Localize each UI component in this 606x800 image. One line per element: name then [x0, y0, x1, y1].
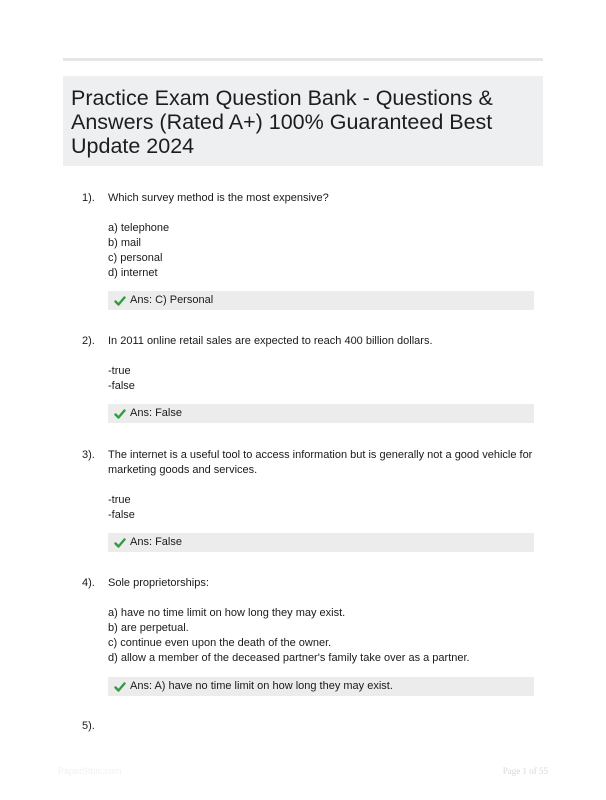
answer-text: Ans: A) have no time limit on how long they may exist. [130, 680, 393, 692]
question-2-options [108, 364, 606, 394]
answer-box-1 [108, 291, 534, 310]
option: c) continue even upon the death of the owner. [108, 637, 332, 649]
question-number: 1). [82, 192, 95, 204]
question-number: 3). [82, 449, 95, 461]
option: c) personal [108, 252, 163, 264]
check-icon [114, 537, 126, 549]
footer-watermark: PaperStbic.com [58, 766, 122, 776]
answer-text: Ans: C) Personal [130, 294, 214, 306]
option: -false [108, 509, 135, 521]
option: a) have no time limit on how long they may exist. [108, 607, 346, 619]
answer-box-2 [108, 404, 534, 423]
option: d) allow a member of the deceased partner's family take over as a partner. [108, 652, 470, 664]
option: -true [108, 494, 131, 506]
answer-box-3 [108, 533, 534, 552]
question-4-options [108, 606, 606, 666]
question-text: In 2011 online retail sales are expected to reach 400 billion dollars. [108, 335, 433, 347]
check-icon [114, 681, 126, 693]
answer-text: Ans: False [130, 536, 182, 548]
page-title: Practice Exam Question Bank - Questions & Answers (Rated A+) 100% Guaranteed Best Update 2024 [71, 86, 493, 158]
check-icon [114, 408, 126, 420]
check-icon [114, 295, 126, 307]
option: b) mail [108, 237, 142, 249]
question-number: 5). [82, 720, 95, 732]
question-text: The internet is a useful tool to access information but is generally not a good vehicle for marketing goods and services. [108, 449, 533, 476]
option: -true [108, 365, 131, 377]
answer-box-4 [108, 677, 534, 696]
option: b) are perpetual. [108, 622, 189, 634]
question-text: Sole proprietorships: [108, 577, 209, 589]
question-number: 2). [82, 335, 95, 347]
option: -false [108, 380, 135, 392]
question-1-options [108, 221, 606, 281]
top-divider [63, 58, 543, 61]
option: d) internet [108, 267, 158, 279]
answer-text: Ans: False [130, 407, 182, 419]
question-3-options [108, 493, 606, 523]
question-text: Which survey method is the most expensive? [108, 192, 329, 204]
page-number: Page 1 of 55 [502, 766, 548, 776]
question-number: 4). [82, 577, 95, 589]
option: a) telephone [108, 222, 170, 234]
title-box [63, 76, 543, 166]
